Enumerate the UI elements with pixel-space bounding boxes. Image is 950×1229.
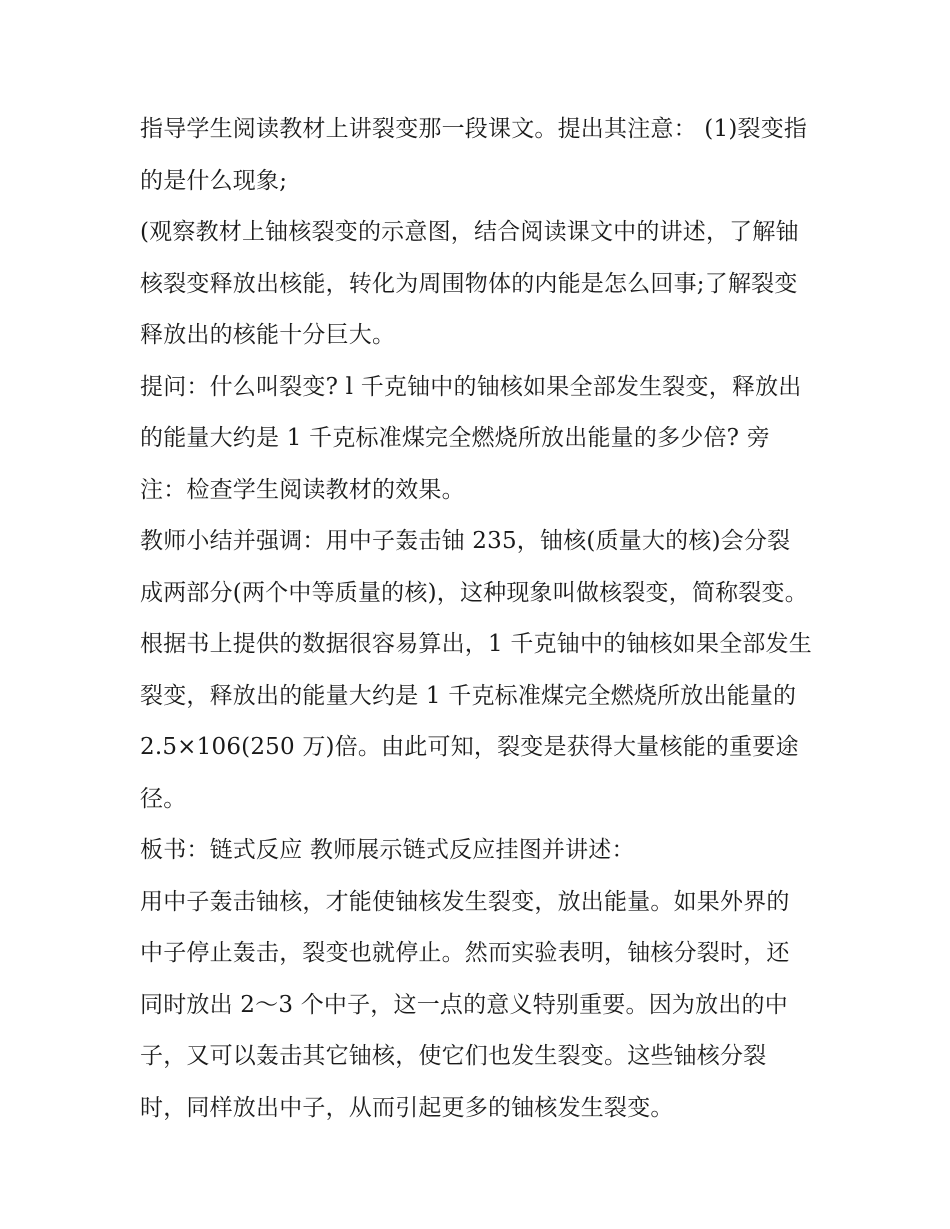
paragraph-question: 提问：什么叫裂变? l 千克铀中的铀核如果全部发生裂变，释放出的能量大约是 1 千克标准煤完全燃烧所放出能量的多少倍? 旁注：检查学生阅读教材的效果。 <box>140 373 802 503</box>
paragraph-teacher-summary: 教师小结并强调：用中子轰击铀 235，铀核(质量大的核)会分裂成两部分(两个中等质量的核)，这种现象叫做核裂变，简称裂变。根据书上提供的数据很容易算出，1 千克铀中的铀核如果全部发生裂变，释放出的能量大约是 1 千克标准煤完全燃烧所放出能量的 2.5×106(250 万)倍。由此可知，裂变是获得大量核能的重要途径。 <box>140 528 812 812</box>
document-body <box>140 104 812 1134</box>
paragraph-reading-guide: 指导学生阅读教材上讲裂变那一段课文。提出其注意： (1)裂变指的是什么现象; <box>140 116 808 194</box>
paragraph-chain-reaction-explanation: 用中子轰击铀核，才能使铀核发生裂变，放出能量。如果外界的中子停止轰击，裂变也就停止。然而实验表明，铀核分裂时，还同时放出 2～3 个中子，这一点的意义特别重要。因为放出的中子，又可以轰击其它铀核，使它们也发生裂变。这些铀核分裂时，同样放出中子，从而引起更多的铀核发生裂变。 <box>140 888 790 1121</box>
paragraph-observation: (观察教材上铀核裂变的示意图，结合阅读课文中的讲述，了解铀核裂变释放出核能，转化为周围物体的内能是怎么回事;了解裂变释放出的核能十分巨大。 <box>140 219 799 348</box>
paragraph-board-chain-reaction: 板书：链式反应 教师展示链式反应挂图并讲述： <box>140 837 635 863</box>
